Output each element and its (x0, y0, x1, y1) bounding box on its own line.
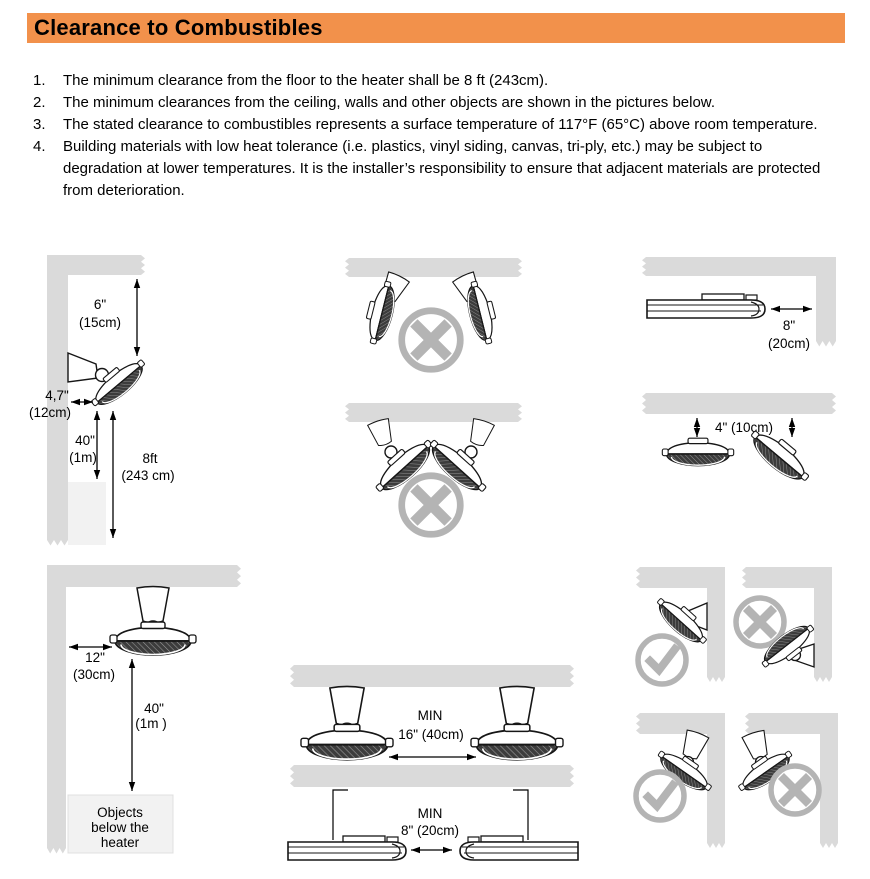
ceiling-graphic (642, 257, 836, 276)
ceiling-graphic (345, 258, 522, 277)
dimension-label: (20cm) (767, 336, 811, 351)
orientation-panel-approved-ceiling (636, 713, 725, 848)
heater-graphic (460, 836, 578, 860)
wall-graphic (814, 567, 832, 682)
wall-graphic (707, 713, 725, 848)
section-header (27, 13, 845, 43)
diagram-heater-spacing (288, 665, 578, 860)
dimension-label: (243 cm) (121, 468, 175, 483)
list-item-text: The minimum clearances from the ceiling, walls and other objects are shown in the pictures below. (63, 94, 715, 111)
dimension-label: 8" (20cm) (400, 823, 460, 838)
diagram-ceiling-mount-clearances (47, 565, 241, 854)
prohibited-icon (402, 311, 461, 370)
prohibited-icon (771, 766, 819, 814)
ceiling-graphic (642, 393, 836, 414)
mount-bracket-graphic (333, 790, 348, 840)
list-item-text: The minimum clearance from the floor to the heater shall be 8 ft (243cm). (63, 72, 549, 89)
list-item (33, 136, 822, 202)
approved-icon (638, 636, 686, 684)
diagram-ceiling-clearance (642, 393, 836, 488)
approved-icon (636, 772, 684, 820)
dimension-label: (15cm) (78, 315, 122, 330)
list-item-text: Building materials with low heat tolerance (i.e. plastics, vinyl siding, canvas, tri-ply, etc.) may be subject to degradation at lower temperatures. It is the installer’s responsibility to ensure that adjacent materials are protected from deterioration. (63, 138, 821, 199)
prohibited-icon (402, 476, 461, 535)
dimension-label: 40" (144, 701, 164, 716)
orientation-panel-prohibited-ceiling (733, 713, 838, 848)
dimension-label: 8ft (142, 451, 158, 466)
heater-graphic (367, 418, 439, 499)
prohibited-icon (736, 598, 784, 646)
dimension-label: 40" (75, 433, 95, 448)
mount-bracket-graphic (513, 790, 528, 840)
heater-graphic (647, 294, 765, 318)
ceiling-graphic (290, 665, 574, 687)
dimension-label: (1m ) (135, 716, 167, 731)
dimension-label: 16" (40cm) (398, 727, 464, 742)
wall-graphic (707, 567, 725, 682)
heater-graphic (651, 591, 713, 650)
clearance-diagrams (0, 248, 870, 879)
wall-graphic (816, 257, 836, 347)
object-box (68, 482, 106, 545)
dimension-label: 6" (93, 297, 107, 312)
dimension-label: 4,7" (45, 388, 69, 403)
list-item (33, 114, 822, 136)
dimension-label: (12cm) (28, 405, 72, 420)
dimension-label: 12" (85, 650, 105, 665)
list-item-number: 2. (33, 94, 46, 111)
heater-graphic (662, 438, 733, 465)
page-title: Clearance to Combustibles (34, 15, 323, 40)
heater-graphic (423, 418, 495, 499)
heater-graphic (110, 587, 196, 656)
ceiling-graphic (345, 403, 522, 422)
wall-graphic (820, 713, 838, 848)
list-item-number: 3. (33, 116, 46, 133)
diagram-wall-mount-clearances (29, 255, 175, 546)
heater-graphic (288, 836, 406, 860)
dimension-label: MIN (417, 708, 443, 723)
list-item-text: The stated clearance to combustibles represents a surface temperature of 117°F (65°C) above room temperature. (63, 116, 818, 133)
list-item-number: 1. (33, 72, 46, 89)
heater-graphic (745, 422, 816, 488)
heater-graphic (68, 352, 151, 413)
dimension-label: (1m) (69, 450, 97, 465)
orientation-panel-prohibited-wall (736, 567, 832, 682)
object-box-label: heater (100, 835, 140, 850)
list-item (33, 92, 822, 114)
dimension-label: 4" (10cm) (714, 420, 774, 435)
wall-graphic (47, 565, 66, 854)
heater-graphic (471, 686, 563, 759)
list-item-number: 4. (33, 138, 46, 155)
dimension-label: MIN (417, 806, 443, 821)
ceiling-graphic (290, 765, 574, 787)
diagram-mounting-orientation-panels (636, 567, 838, 848)
dimension-label: 8" (782, 318, 796, 333)
dimension-label: (30cm) (72, 667, 116, 682)
instruction-list (33, 70, 822, 202)
heater-graphic (301, 686, 393, 759)
diagram-end-wall-clearance (642, 257, 836, 351)
ceiling-graphic (47, 255, 145, 275)
object-box-label: Objects (97, 805, 143, 820)
list-item (33, 70, 822, 92)
object-box-label: below the (91, 820, 149, 835)
ceiling-graphic (47, 565, 241, 587)
diagram-facing-heaters-prohibited (345, 258, 522, 534)
orientation-panel-approved-wall (636, 567, 725, 684)
